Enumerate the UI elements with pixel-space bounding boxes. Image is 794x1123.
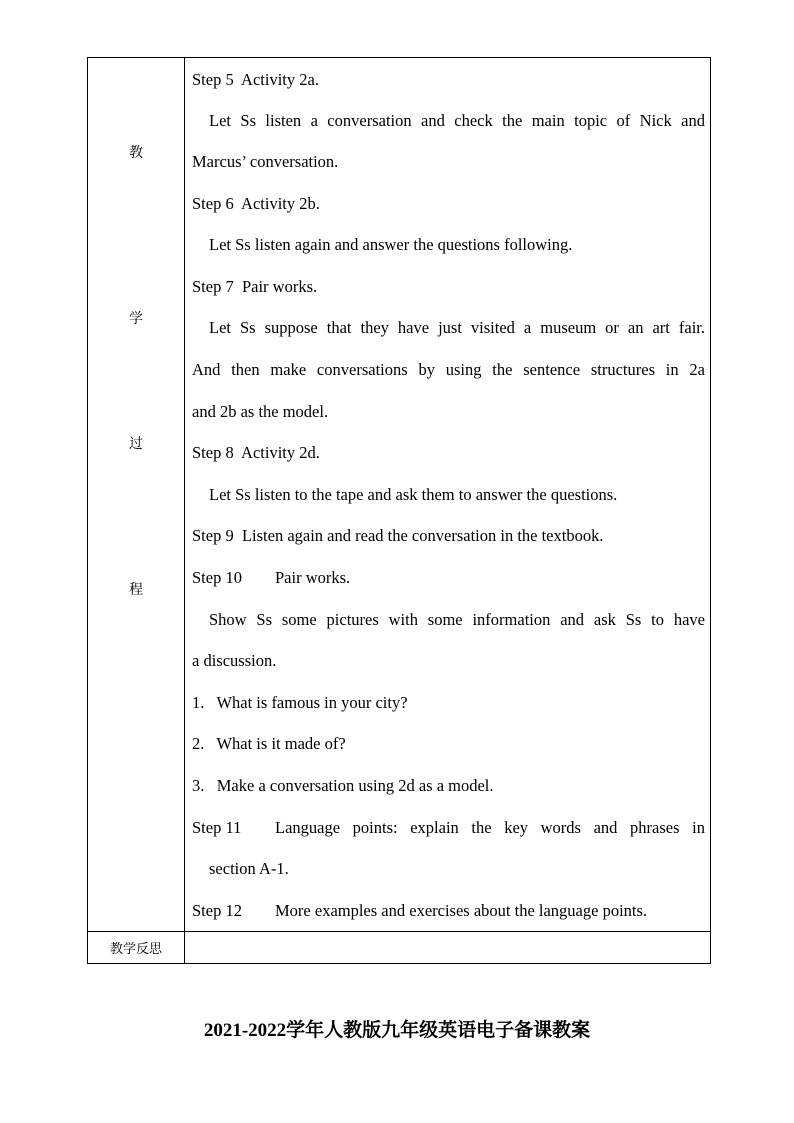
step-7-text-line2: And then make conversations by using the sentence structures in 2a bbox=[192, 360, 705, 379]
step-7-text-line1: Let Ss suppose that they have just visited a museum or an art fair. bbox=[209, 318, 705, 337]
step-10-desc-line1: Show Ss some pictures with some information and ask Ss to have bbox=[209, 610, 705, 629]
step-11-text: Language points: explain the key words and phrases in bbox=[275, 818, 705, 837]
side-label-char: 教 bbox=[129, 145, 143, 161]
question-3: 3. Make a conversation using 2d as a model. bbox=[192, 776, 494, 795]
step-9-text: Step 9 Listen again and read the conversation in the textbook. bbox=[192, 526, 604, 545]
step-5-heading: Step 5 Activity 2a. bbox=[192, 70, 319, 89]
document-footer-title: 2021-2022学年人教版九年级英语电子备课教案 bbox=[203, 1020, 591, 1041]
step-11-text-line2: section A-1. bbox=[209, 859, 289, 878]
lesson-plan-table bbox=[87, 57, 711, 964]
step-10-text: Pair works. bbox=[275, 568, 351, 587]
step-7-heading: Step 7 Pair works. bbox=[192, 277, 318, 296]
step-5-text-line1: Let Ss listen a conversation and check the main topic of Nick and bbox=[209, 111, 705, 130]
step-10-label: Step 10 bbox=[192, 568, 242, 587]
step-10-desc-line2: a discussion. bbox=[192, 651, 277, 670]
side-label-char: 过 bbox=[129, 436, 143, 452]
step-11-label: Step 11 bbox=[192, 818, 242, 837]
side-label-char: 学 bbox=[129, 311, 143, 327]
question-2: 2. What is it made of? bbox=[192, 734, 346, 753]
step-5-text-line2: Marcus’ conversation. bbox=[192, 152, 339, 171]
step-12-label: Step 12 bbox=[192, 901, 242, 920]
step-7-text-line3: and 2b as the model. bbox=[192, 402, 329, 421]
reflection-label: 教学反思 bbox=[109, 942, 162, 957]
step-8-heading: Step 8 Activity 2d. bbox=[192, 443, 320, 462]
question-1: 1. What is famous in your city? bbox=[192, 693, 408, 712]
step-6-text: Let Ss listen again and answer the questions following. bbox=[209, 235, 573, 254]
step-6-heading: Step 6 Activity 2b. bbox=[192, 194, 320, 213]
column-divider bbox=[184, 58, 185, 963]
step-12-text: More examples and exercises about the language points. bbox=[275, 901, 648, 920]
side-label-char: 程 bbox=[129, 582, 143, 598]
step-8-text: Let Ss listen to the tape and ask them to answer the questions. bbox=[209, 485, 618, 504]
